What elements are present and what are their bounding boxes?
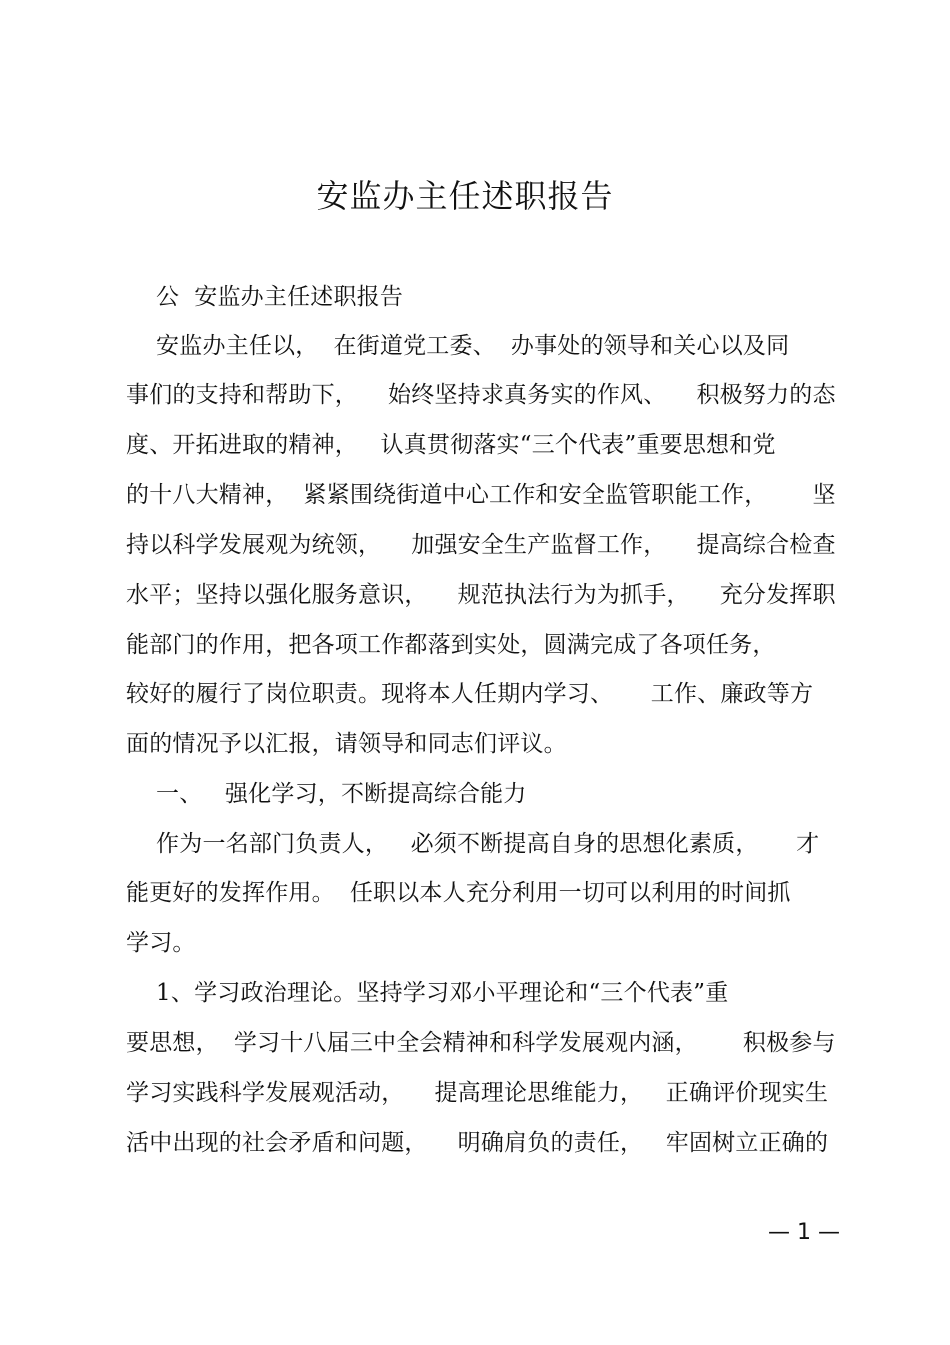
body-line: 能部门的作用，把各项工作都落到实处，圆满完成了各项任务， xyxy=(126,632,776,658)
body-line: 作为一名部门负责人， 必须不断提高自身的思想化素质， 才 xyxy=(126,831,820,857)
body-line: 较好的履行了岗位职责。现将本人任期内学习、 工作、廉政等方 xyxy=(126,681,814,707)
body-line: 学习。 xyxy=(126,930,196,956)
body-line: 公 安监办主任述职报告 xyxy=(126,284,404,310)
body-line: 事们的支持和帮助下， 始终坚持求真务实的作风、 积极努力的态 xyxy=(126,382,836,408)
body-line: 能更好的发挥作用。 任职以本人充分利用一切可以利用的时间抓 xyxy=(126,880,791,906)
body-line: 学习实践科学发展观活动， 提高理论思维能力， 正确评价现实生 xyxy=(126,1080,829,1106)
subsection-heading: 1、学习政治理论。坚持学习邓小平理论和“三个代表”重 xyxy=(126,980,729,1006)
body-line: 安监办主任以， 在街道党工委、 办事处的领导和关心以及同 xyxy=(126,333,790,359)
body-line: 的十八大精神， 紧紧围绕街道中心工作和安全监管职能工作， 坚 xyxy=(126,482,836,508)
body-line: 要思想， 学习十八届三中全会精神和科学发展观内涵， 积极参与 xyxy=(126,1030,836,1056)
body-line: 活中出现的社会矛盾和问题， 明确肩负的责任， 牢固树立正确的 xyxy=(126,1130,829,1156)
body-line: 持以科学发展观为统领， 加强安全生产监督工作， 提高综合检查 xyxy=(126,532,836,558)
section-heading: 一、 强化学习，不断提高综合能力 xyxy=(126,781,527,807)
body-line: 度、开拓进取的精神， 认真贯彻落实“三个代表”重要思想和党 xyxy=(126,432,776,458)
body-line: 面的情况予以汇报，请领导和同志们评议。 xyxy=(126,731,567,757)
body-line: 水平；坚持以强化服务意识， 规范执法行为为抓手， 充分发挥职 xyxy=(126,582,836,608)
page-number: — 1 — xyxy=(768,1220,840,1245)
document-title: 安监办主任述职报告 xyxy=(316,177,614,215)
